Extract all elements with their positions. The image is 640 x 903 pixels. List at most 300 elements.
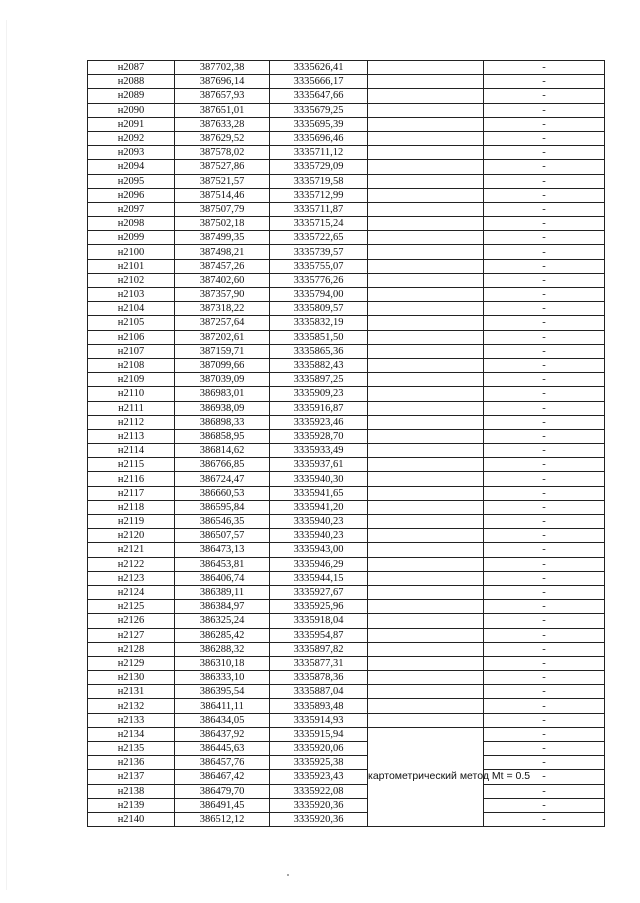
- mark-cell: -: [484, 585, 605, 599]
- table-row: [88, 642, 605, 656]
- y-coordinate-cell: 3335909,23: [270, 387, 368, 401]
- table-row: [88, 288, 605, 302]
- table-row: [88, 160, 605, 174]
- y-coordinate-cell: 3335943,00: [270, 543, 368, 557]
- mark-cell: -: [484, 273, 605, 287]
- point-name-cell: н2106: [88, 330, 175, 344]
- method-cell: [368, 188, 484, 202]
- x-coordinate-cell: 387651,01: [175, 103, 270, 117]
- method-note-cell: картометрический метод Mt = 0.5: [368, 727, 484, 826]
- table-row: [88, 188, 605, 202]
- mark-cell: -: [484, 415, 605, 429]
- y-coordinate-cell: 3335937,61: [270, 458, 368, 472]
- table-row: [88, 571, 605, 585]
- method-cell: [368, 273, 484, 287]
- y-coordinate-cell: 3335647,66: [270, 89, 368, 103]
- y-coordinate-cell: 3335916,87: [270, 401, 368, 415]
- x-coordinate-cell: 386406,74: [175, 571, 270, 585]
- x-coordinate-cell: 387578,02: [175, 146, 270, 160]
- table-row: [88, 245, 605, 259]
- mark-cell: -: [484, 543, 605, 557]
- x-coordinate-cell: 386434,05: [175, 713, 270, 727]
- table-row: [88, 358, 605, 372]
- point-name-cell: н2135: [88, 742, 175, 756]
- x-coordinate-cell: 387202,61: [175, 330, 270, 344]
- point-name-cell: н2093: [88, 146, 175, 160]
- point-name-cell: н2136: [88, 756, 175, 770]
- y-coordinate-cell: 3335941,20: [270, 500, 368, 514]
- method-cell: [368, 585, 484, 599]
- y-coordinate-cell: 3335920,36: [270, 812, 368, 826]
- y-coordinate-cell: 3335666,17: [270, 75, 368, 89]
- method-cell: [368, 245, 484, 259]
- mark-cell: -: [484, 316, 605, 330]
- point-name-cell: н2113: [88, 429, 175, 443]
- mark-cell: -: [484, 812, 605, 826]
- x-coordinate-cell: 387507,79: [175, 202, 270, 216]
- method-cell: [368, 571, 484, 585]
- y-coordinate-cell: 3335944,15: [270, 571, 368, 585]
- method-cell: [368, 259, 484, 273]
- point-name-cell: н2118: [88, 500, 175, 514]
- x-coordinate-cell: 387521,57: [175, 174, 270, 188]
- mark-cell: -: [484, 614, 605, 628]
- method-cell: [368, 472, 484, 486]
- y-coordinate-cell: 3335729,09: [270, 160, 368, 174]
- point-name-cell: н2127: [88, 628, 175, 642]
- table-row: [88, 202, 605, 216]
- table-row: [88, 75, 605, 89]
- y-coordinate-cell: 3335914,93: [270, 713, 368, 727]
- x-coordinate-cell: 386507,57: [175, 529, 270, 543]
- table-row: [88, 812, 605, 826]
- mark-cell: -: [484, 358, 605, 372]
- point-name-cell: н2131: [88, 685, 175, 699]
- method-cell: [368, 444, 484, 458]
- table-row: [88, 316, 605, 330]
- mark-cell: -: [484, 160, 605, 174]
- x-coordinate-cell: 386333,10: [175, 671, 270, 685]
- table-row: [88, 146, 605, 160]
- point-name-cell: н2090: [88, 103, 175, 117]
- mark-cell: -: [484, 458, 605, 472]
- method-cell: [368, 429, 484, 443]
- point-name-cell: н2122: [88, 557, 175, 571]
- table-row: [88, 89, 605, 103]
- y-coordinate-cell: 3335941,65: [270, 486, 368, 500]
- x-coordinate-cell: 386325,24: [175, 614, 270, 628]
- x-coordinate-cell: 386595,84: [175, 500, 270, 514]
- mark-cell: -: [484, 117, 605, 131]
- x-coordinate-cell: 386479,70: [175, 784, 270, 798]
- point-name-cell: н2126: [88, 614, 175, 628]
- x-coordinate-cell: 387039,09: [175, 373, 270, 387]
- x-coordinate-cell: 386512,12: [175, 812, 270, 826]
- mark-cell: -: [484, 75, 605, 89]
- method-cell: [368, 600, 484, 614]
- mark-cell: -: [484, 387, 605, 401]
- y-coordinate-cell: 3335882,43: [270, 358, 368, 372]
- mark-cell: -: [484, 685, 605, 699]
- method-cell: [368, 614, 484, 628]
- mark-cell: -: [484, 217, 605, 231]
- method-cell: [368, 656, 484, 670]
- mark-cell: -: [484, 344, 605, 358]
- table-row: [88, 600, 605, 614]
- point-name-cell: н2110: [88, 387, 175, 401]
- table-row: [88, 415, 605, 429]
- mark-cell: -: [484, 401, 605, 415]
- point-name-cell: н2091: [88, 117, 175, 131]
- y-coordinate-cell: 3335878,36: [270, 671, 368, 685]
- x-coordinate-cell: 386938,09: [175, 401, 270, 415]
- x-coordinate-cell: 386724,47: [175, 472, 270, 486]
- x-coordinate-cell: 386858,95: [175, 429, 270, 443]
- mark-cell: -: [484, 713, 605, 727]
- point-name-cell: н2119: [88, 515, 175, 529]
- y-coordinate-cell: 3335696,46: [270, 131, 368, 145]
- y-coordinate-cell: 3335679,25: [270, 103, 368, 117]
- point-name-cell: н2128: [88, 642, 175, 656]
- table-row: [88, 515, 605, 529]
- x-coordinate-cell: 386660,53: [175, 486, 270, 500]
- x-coordinate-cell: 386473,13: [175, 543, 270, 557]
- x-coordinate-cell: 386453,81: [175, 557, 270, 571]
- mark-cell: -: [484, 472, 605, 486]
- point-name-cell: н2121: [88, 543, 175, 557]
- x-coordinate-cell: 386898,33: [175, 415, 270, 429]
- x-coordinate-cell: 387357,90: [175, 288, 270, 302]
- y-coordinate-cell: 3335832,19: [270, 316, 368, 330]
- y-coordinate-cell: 3335918,04: [270, 614, 368, 628]
- table-row: [88, 742, 605, 756]
- y-coordinate-cell: 3335626,41: [270, 61, 368, 75]
- method-cell: [368, 302, 484, 316]
- mark-cell: -: [484, 174, 605, 188]
- mark-cell: -: [484, 188, 605, 202]
- x-coordinate-cell: 386457,76: [175, 756, 270, 770]
- table-row: [88, 543, 605, 557]
- x-coordinate-cell: 386766,85: [175, 458, 270, 472]
- mark-cell: -: [484, 642, 605, 656]
- point-name-cell: н2102: [88, 273, 175, 287]
- point-name-cell: н2137: [88, 770, 175, 784]
- method-cell: [368, 685, 484, 699]
- method-cell: [368, 500, 484, 514]
- point-name-cell: н2139: [88, 798, 175, 812]
- table-row: [88, 217, 605, 231]
- table-row: [88, 387, 605, 401]
- y-coordinate-cell: 3335719,58: [270, 174, 368, 188]
- y-coordinate-cell: 3335794,00: [270, 288, 368, 302]
- method-cell: [368, 117, 484, 131]
- scan-margin-shadow: [6, 20, 7, 890]
- point-name-cell: н2092: [88, 131, 175, 145]
- method-cell: [368, 358, 484, 372]
- point-name-cell: н2133: [88, 713, 175, 727]
- method-cell: [368, 628, 484, 642]
- point-name-cell: н2099: [88, 231, 175, 245]
- y-coordinate-cell: 3335922,08: [270, 784, 368, 798]
- method-cell: [368, 202, 484, 216]
- table-row: [88, 756, 605, 770]
- table-body: [88, 61, 605, 827]
- method-cell: [368, 146, 484, 160]
- x-coordinate-cell: 386384,97: [175, 600, 270, 614]
- method-cell: [368, 699, 484, 713]
- x-coordinate-cell: 387502,18: [175, 217, 270, 231]
- x-coordinate-cell: 386437,92: [175, 727, 270, 741]
- point-name-cell: н2107: [88, 344, 175, 358]
- mark-cell: -: [484, 500, 605, 514]
- point-name-cell: н2140: [88, 812, 175, 826]
- table-row: [88, 231, 605, 245]
- mark-cell: -: [484, 798, 605, 812]
- point-name-cell: н2129: [88, 656, 175, 670]
- y-coordinate-cell: 3335897,25: [270, 373, 368, 387]
- mark-cell: -: [484, 288, 605, 302]
- method-cell: [368, 344, 484, 358]
- method-cell: [368, 458, 484, 472]
- table-row: [88, 259, 605, 273]
- method-cell: [368, 89, 484, 103]
- method-cell: [368, 486, 484, 500]
- table-row: [88, 401, 605, 415]
- method-cell: [368, 316, 484, 330]
- x-coordinate-cell: 387629,52: [175, 131, 270, 145]
- method-cell: [368, 373, 484, 387]
- point-name-cell: н2087: [88, 61, 175, 75]
- method-cell: [368, 231, 484, 245]
- y-coordinate-cell: 3335927,67: [270, 585, 368, 599]
- x-coordinate-cell: 387696,14: [175, 75, 270, 89]
- table-row: [88, 458, 605, 472]
- y-coordinate-cell: 3335739,57: [270, 245, 368, 259]
- method-cell: [368, 529, 484, 543]
- method-cell: [368, 330, 484, 344]
- method-cell: [368, 543, 484, 557]
- table-row: [88, 444, 605, 458]
- x-coordinate-cell: 387457,26: [175, 259, 270, 273]
- mark-cell: -: [484, 245, 605, 259]
- x-coordinate-cell: 386983,01: [175, 387, 270, 401]
- y-coordinate-cell: 3335928,70: [270, 429, 368, 443]
- mark-cell: -: [484, 373, 605, 387]
- mark-cell: -: [484, 727, 605, 741]
- point-name-cell: н2089: [88, 89, 175, 103]
- mark-cell: -: [484, 515, 605, 529]
- point-name-cell: н2138: [88, 784, 175, 798]
- table-row: [88, 472, 605, 486]
- y-coordinate-cell: 3335915,94: [270, 727, 368, 741]
- mark-cell: -: [484, 628, 605, 642]
- mark-cell: -: [484, 770, 605, 784]
- mark-cell: -: [484, 742, 605, 756]
- table-row: [88, 117, 605, 131]
- mark-cell: -: [484, 231, 605, 245]
- y-coordinate-cell: 3335925,96: [270, 600, 368, 614]
- x-coordinate-cell: 386491,45: [175, 798, 270, 812]
- mark-cell: -: [484, 656, 605, 670]
- x-coordinate-cell: 387702,38: [175, 61, 270, 75]
- x-coordinate-cell: 387159,71: [175, 344, 270, 358]
- mark-cell: -: [484, 259, 605, 273]
- table-row: [88, 373, 605, 387]
- method-cell: [368, 288, 484, 302]
- y-coordinate-cell: 3335923,46: [270, 415, 368, 429]
- mark-cell: -: [484, 486, 605, 500]
- y-coordinate-cell: 3335755,07: [270, 259, 368, 273]
- point-name-cell: н2130: [88, 671, 175, 685]
- table-row: [88, 500, 605, 514]
- point-name-cell: н2096: [88, 188, 175, 202]
- method-cell: [368, 713, 484, 727]
- y-coordinate-cell: 3335954,87: [270, 628, 368, 642]
- table-row: [88, 585, 605, 599]
- point-name-cell: н2103: [88, 288, 175, 302]
- x-coordinate-cell: 387657,93: [175, 89, 270, 103]
- table-row: [88, 798, 605, 812]
- point-name-cell: н2112: [88, 415, 175, 429]
- mark-cell: -: [484, 529, 605, 543]
- point-name-cell: н2116: [88, 472, 175, 486]
- table-row: [88, 344, 605, 358]
- y-coordinate-cell: 3335711,12: [270, 146, 368, 160]
- point-name-cell: н2108: [88, 358, 175, 372]
- x-coordinate-cell: 387402,60: [175, 273, 270, 287]
- method-cell: [368, 671, 484, 685]
- x-coordinate-cell: 387099,66: [175, 358, 270, 372]
- table-row: [88, 302, 605, 316]
- table-row: [88, 486, 605, 500]
- table-row: [88, 429, 605, 443]
- mark-cell: -: [484, 429, 605, 443]
- x-coordinate-cell: 387498,21: [175, 245, 270, 259]
- y-coordinate-cell: 3335925,38: [270, 756, 368, 770]
- y-coordinate-cell: 3335711,87: [270, 202, 368, 216]
- mark-cell: -: [484, 571, 605, 585]
- mark-cell: -: [484, 756, 605, 770]
- method-cell: [368, 61, 484, 75]
- method-cell: [368, 217, 484, 231]
- y-coordinate-cell: 3335809,57: [270, 302, 368, 316]
- point-name-cell: н2094: [88, 160, 175, 174]
- x-coordinate-cell: 386546,35: [175, 515, 270, 529]
- table-row: [88, 685, 605, 699]
- point-name-cell: н2114: [88, 444, 175, 458]
- mark-cell: -: [484, 131, 605, 145]
- point-name-cell: н2134: [88, 727, 175, 741]
- mark-cell: -: [484, 202, 605, 216]
- point-name-cell: н2098: [88, 217, 175, 231]
- table-row: [88, 529, 605, 543]
- y-coordinate-cell: 3335920,36: [270, 798, 368, 812]
- method-cell: [368, 75, 484, 89]
- y-coordinate-cell: 3335877,31: [270, 656, 368, 670]
- method-cell: [368, 103, 484, 117]
- scan-speck: [287, 874, 289, 876]
- y-coordinate-cell: 3335920,06: [270, 742, 368, 756]
- point-name-cell: н2111: [88, 401, 175, 415]
- table-row: [88, 273, 605, 287]
- x-coordinate-cell: 386445,63: [175, 742, 270, 756]
- table-row: [88, 103, 605, 117]
- y-coordinate-cell: 3335722,65: [270, 231, 368, 245]
- point-name-cell: н2104: [88, 302, 175, 316]
- mark-cell: -: [484, 103, 605, 117]
- table-row: [88, 131, 605, 145]
- point-name-cell: н2115: [88, 458, 175, 472]
- method-cell: [368, 160, 484, 174]
- y-coordinate-cell: 3335897,82: [270, 642, 368, 656]
- mark-cell: -: [484, 146, 605, 160]
- table-row: [88, 699, 605, 713]
- y-coordinate-cell: 3335940,23: [270, 529, 368, 543]
- table-row: [88, 713, 605, 727]
- point-name-cell: н2100: [88, 245, 175, 259]
- x-coordinate-cell: 387633,28: [175, 117, 270, 131]
- method-cell: [368, 557, 484, 571]
- point-name-cell: н2105: [88, 316, 175, 330]
- mark-cell: -: [484, 699, 605, 713]
- x-coordinate-cell: 387257,64: [175, 316, 270, 330]
- y-coordinate-cell: 3335946,29: [270, 557, 368, 571]
- y-coordinate-cell: 3335851,50: [270, 330, 368, 344]
- x-coordinate-cell: 386411,11: [175, 699, 270, 713]
- table-row: [88, 174, 605, 188]
- point-name-cell: н2088: [88, 75, 175, 89]
- point-name-cell: н2132: [88, 699, 175, 713]
- mark-cell: -: [484, 784, 605, 798]
- point-name-cell: н2124: [88, 585, 175, 599]
- x-coordinate-cell: 386288,32: [175, 642, 270, 656]
- mark-cell: -: [484, 330, 605, 344]
- mark-cell: -: [484, 61, 605, 75]
- mark-cell: -: [484, 302, 605, 316]
- point-name-cell: н2120: [88, 529, 175, 543]
- point-name-cell: н2095: [88, 174, 175, 188]
- table-row: [88, 61, 605, 75]
- method-cell: [368, 642, 484, 656]
- table-row: [88, 656, 605, 670]
- y-coordinate-cell: 3335893,48: [270, 699, 368, 713]
- method-cell: [368, 387, 484, 401]
- point-name-cell: н2097: [88, 202, 175, 216]
- method-cell: [368, 415, 484, 429]
- x-coordinate-cell: 387499,35: [175, 231, 270, 245]
- table-row: [88, 330, 605, 344]
- x-coordinate-cell: 387527,86: [175, 160, 270, 174]
- point-name-cell: н2125: [88, 600, 175, 614]
- mark-cell: -: [484, 671, 605, 685]
- method-cell: [368, 515, 484, 529]
- point-name-cell: н2101: [88, 259, 175, 273]
- y-coordinate-cell: 3335933,49: [270, 444, 368, 458]
- y-coordinate-cell: 3335776,26: [270, 273, 368, 287]
- x-coordinate-cell: 386310,18: [175, 656, 270, 670]
- table-row: [88, 557, 605, 571]
- mark-cell: -: [484, 89, 605, 103]
- x-coordinate-cell: 386395,54: [175, 685, 270, 699]
- coordinates-table: [87, 60, 605, 827]
- table-row: [88, 628, 605, 642]
- point-name-cell: н2117: [88, 486, 175, 500]
- x-coordinate-cell: 386814,62: [175, 444, 270, 458]
- x-coordinate-cell: 386285,42: [175, 628, 270, 642]
- point-name-cell: н2123: [88, 571, 175, 585]
- y-coordinate-cell: 3335940,30: [270, 472, 368, 486]
- mark-cell: -: [484, 444, 605, 458]
